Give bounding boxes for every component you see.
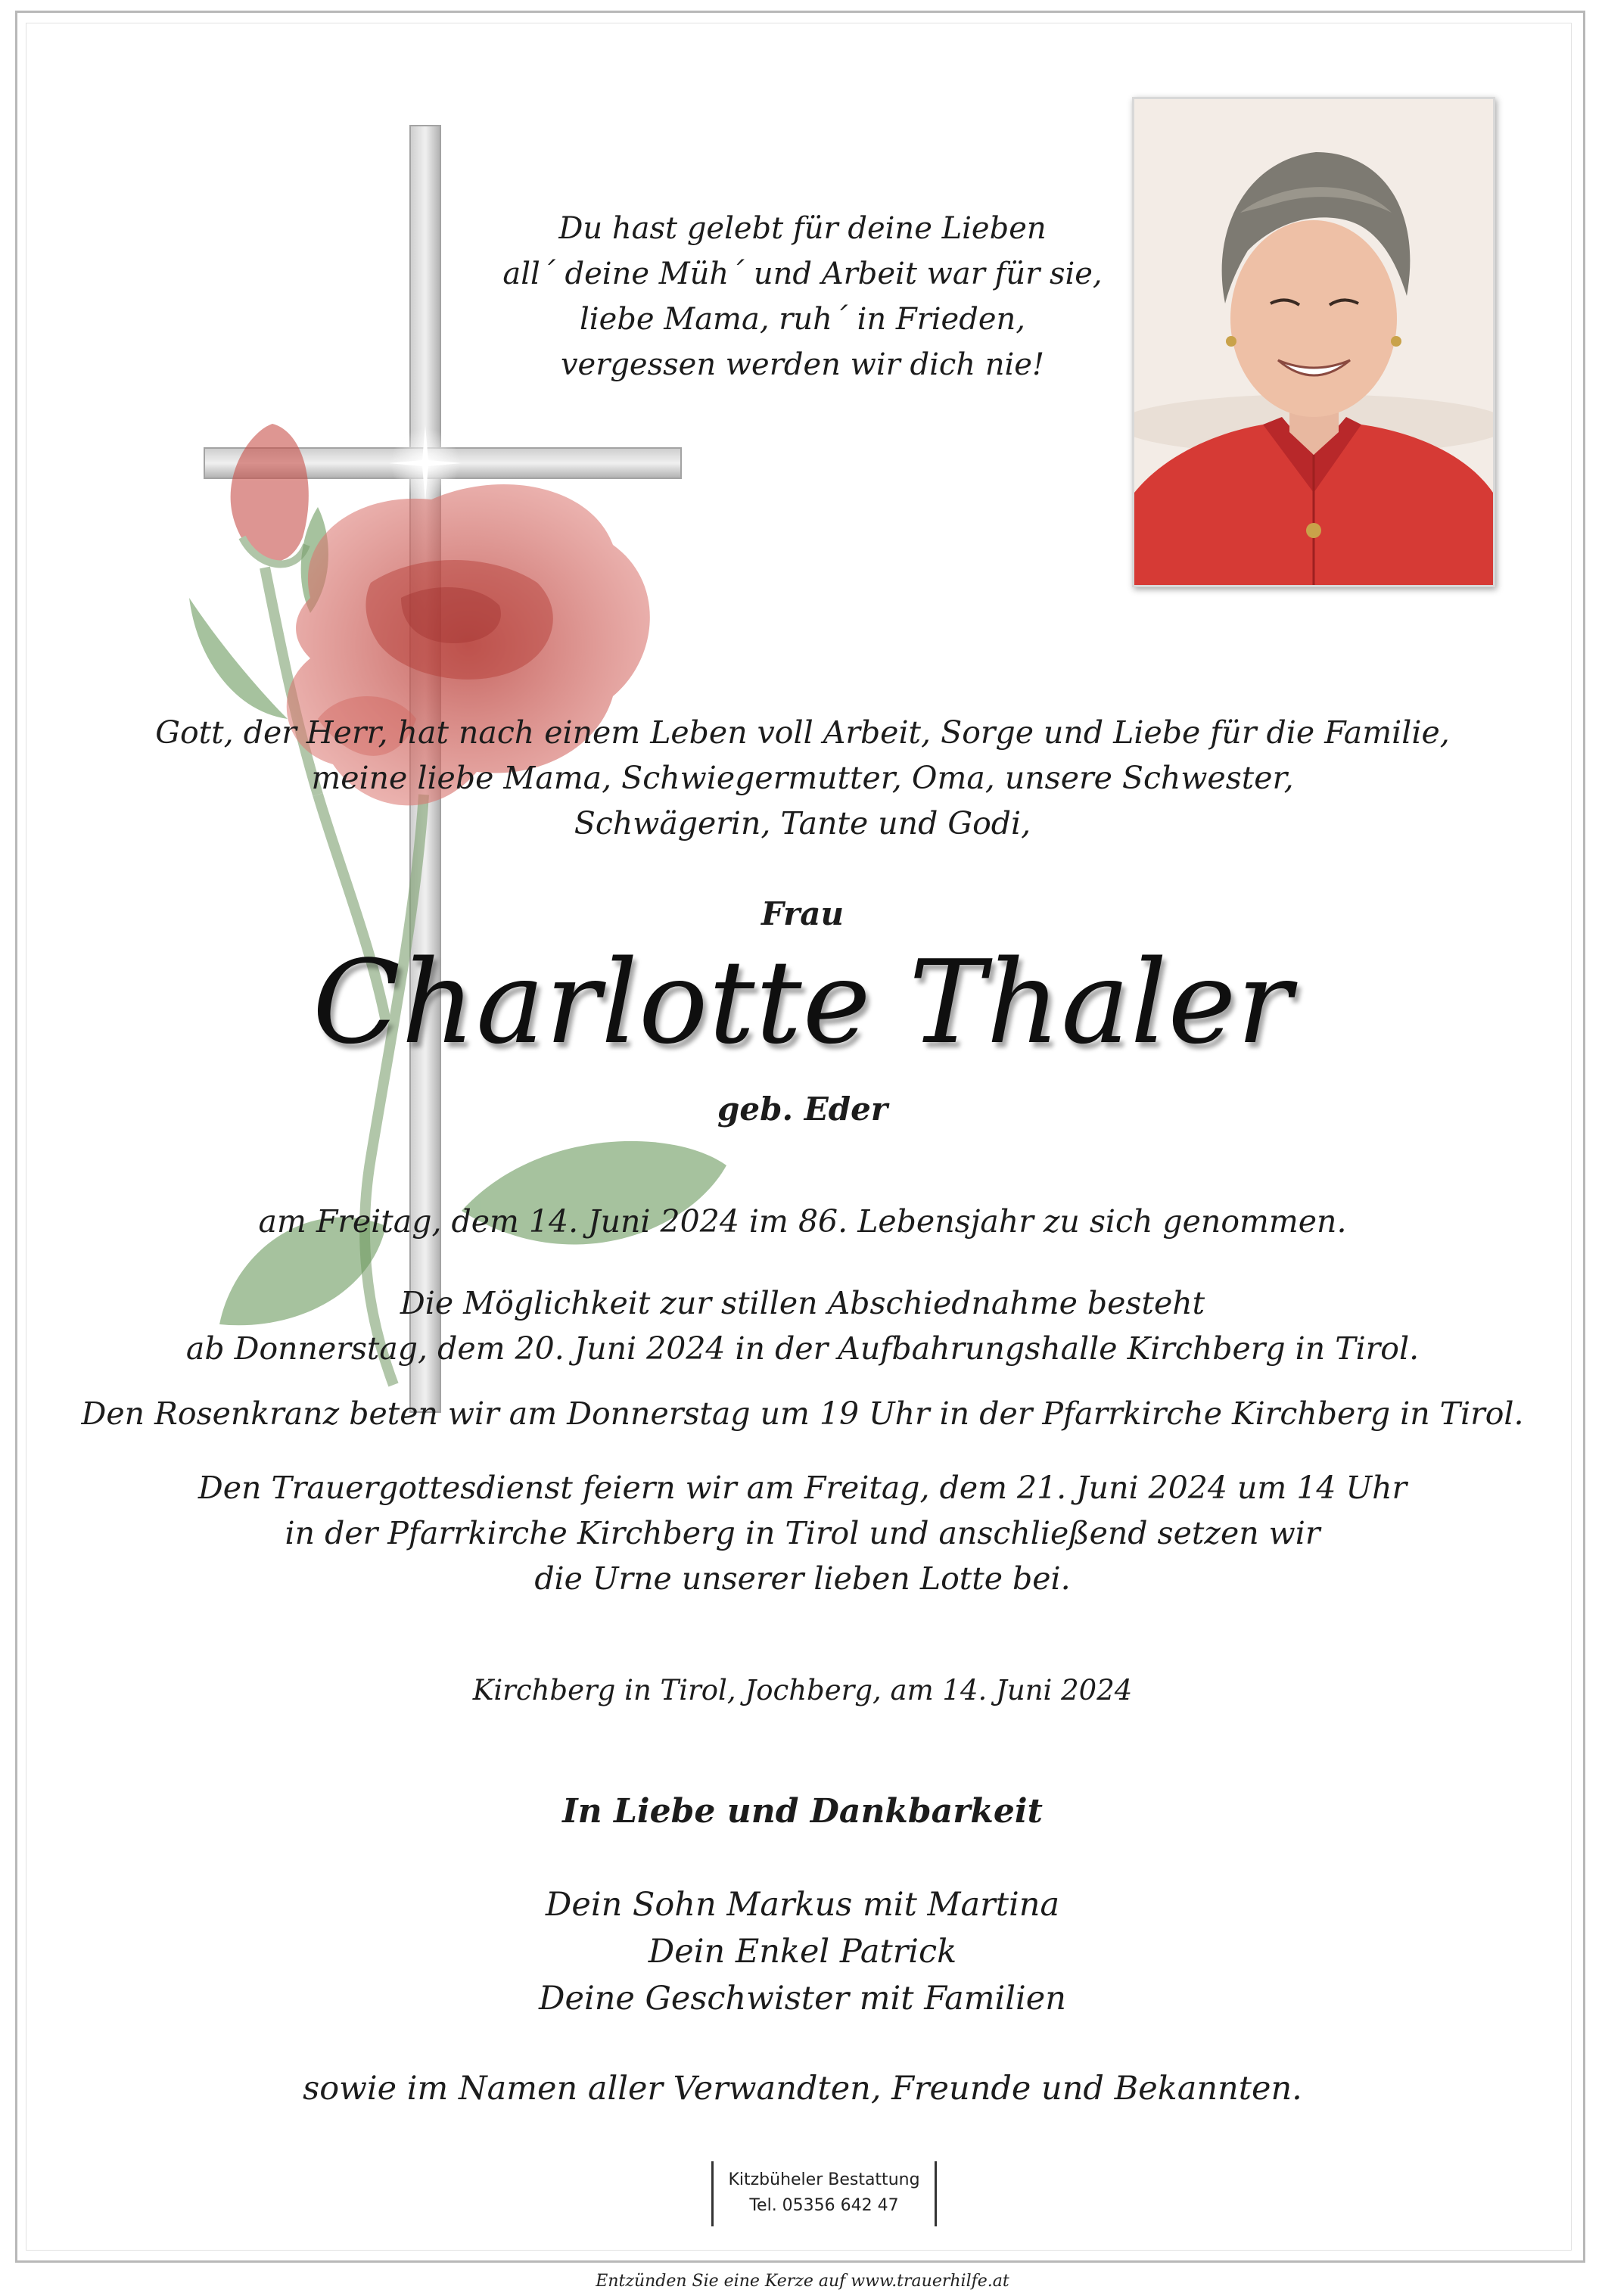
rosary-notice: Den Rosenkranz beten wir am Donnerstag um 19 Uhr in der Pfarrkirche Kirchberg in Tirol. xyxy=(81,1395,1524,1432)
viewing-line: Die Möglichkeit zur stillen Abschiednahme besteht xyxy=(400,1285,1205,1321)
viewing-block xyxy=(0,1280,1605,1371)
family-line: Dein Sohn Markus mit Martina xyxy=(545,1886,1060,1924)
funeral-line: Den Trauergottesdienst feiern wir am Freitag, dem 21. Juni 2024 um 14 Uhr xyxy=(198,1470,1407,1506)
deceased-name: Charlotte Thaler xyxy=(312,935,1293,1069)
undertaker-phone: Tel. 05356 642 47 xyxy=(749,2196,899,2215)
funeral-block xyxy=(0,1465,1605,1601)
verse-line: vergessen werden wir dich nie! xyxy=(560,347,1045,382)
funeral-line: in der Pfarrkirche Kirchberg in Tirol und anschließend setzen wir xyxy=(285,1515,1320,1551)
verse-line: all´ deine Müh´ und Arbeit war für sie, xyxy=(502,257,1103,291)
intro-line: Gott, der Herr, hat nach einem Leben voll Arbeit, Sorge und Liebe für die Familie, xyxy=(155,714,1450,751)
rose-bud-icon xyxy=(231,424,309,564)
family-block xyxy=(0,1881,1605,2022)
thanks-heading: In Liebe und Dankbarkeit xyxy=(562,1792,1043,1831)
undertaker-logo xyxy=(711,2161,937,2226)
footer-link-text: Entzünden Sie eine Kerze auf www.trauerhilfe.at xyxy=(596,2272,1009,2291)
undertaker-name: Kitzbüheler Bestattung xyxy=(728,2170,920,2189)
intro-line: Schwägerin, Tante und Godi, xyxy=(574,805,1031,842)
maiden-name: geb. Eder xyxy=(717,1090,888,1128)
funeral-line: die Urne unserer lieben Lotte bei. xyxy=(534,1560,1071,1597)
closing-line: sowie im Namen aller Verwandten, Freunde und Bekannten. xyxy=(303,2070,1302,2108)
verse-block xyxy=(0,206,1605,387)
intro-line: meine liebe Mama, Schwiegermutter, Oma, unsere Schwester, xyxy=(311,760,1294,796)
verse-line: Du hast gelebt für deine Lieben xyxy=(558,211,1047,246)
death-notice: am Freitag, dem 14. Juni 2024 im 86. Lebensjahr zu sich genommen. xyxy=(258,1203,1347,1240)
viewing-line: ab Donnerstag, dem 20. Juni 2024 in der Aufbahrungshalle Kirchberg in Tirol. xyxy=(185,1330,1420,1367)
family-line: Deine Geschwister mit Familien xyxy=(539,1980,1066,2018)
intro-block xyxy=(0,710,1605,846)
verse-line: liebe Mama, ruh´ in Frieden, xyxy=(580,302,1025,337)
salutation: Frau xyxy=(761,895,844,932)
family-line: Dein Enkel Patrick xyxy=(648,1933,957,1971)
place-date: Kirchberg in Tirol, Jochberg, am 14. Juni 2024 xyxy=(472,1674,1133,1706)
